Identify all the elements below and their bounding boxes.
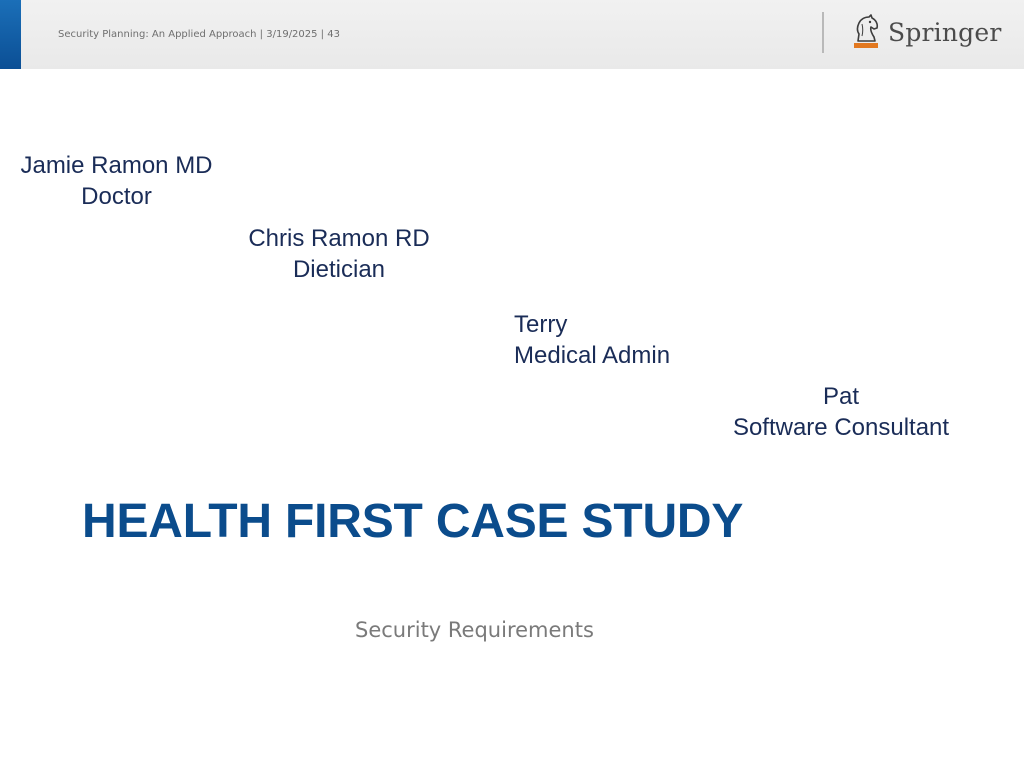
person-role: Doctor [81,183,152,210]
person-name: Pat [822,383,860,410]
slide-footer-text: Security Planning: An Applied Approach | 3/19/2025 | 43 [58,29,340,40]
springer-logo [850,14,1002,54]
logo-wordmark: Springer [888,18,1002,47]
accent-bar [0,0,21,69]
person-name: Chris Ramon RD [248,225,430,252]
person-name: Terry [514,311,568,338]
slide-title: HEALTH FIRST CASE STUDY [82,495,744,548]
person-pat [726,381,956,443]
chess-knight-icon [850,14,882,50]
person-jamie [14,150,219,212]
person-role: Medical Admin [514,342,671,369]
slide-subtitle: Security Requirements [355,618,594,642]
person-name: Jamie Ramon MD [20,152,213,179]
person-chris [243,223,435,285]
logo-divider [822,12,824,53]
person-role: Dietician [292,256,386,283]
person-terry [514,309,670,371]
person-role: Software Consultant [732,414,950,441]
